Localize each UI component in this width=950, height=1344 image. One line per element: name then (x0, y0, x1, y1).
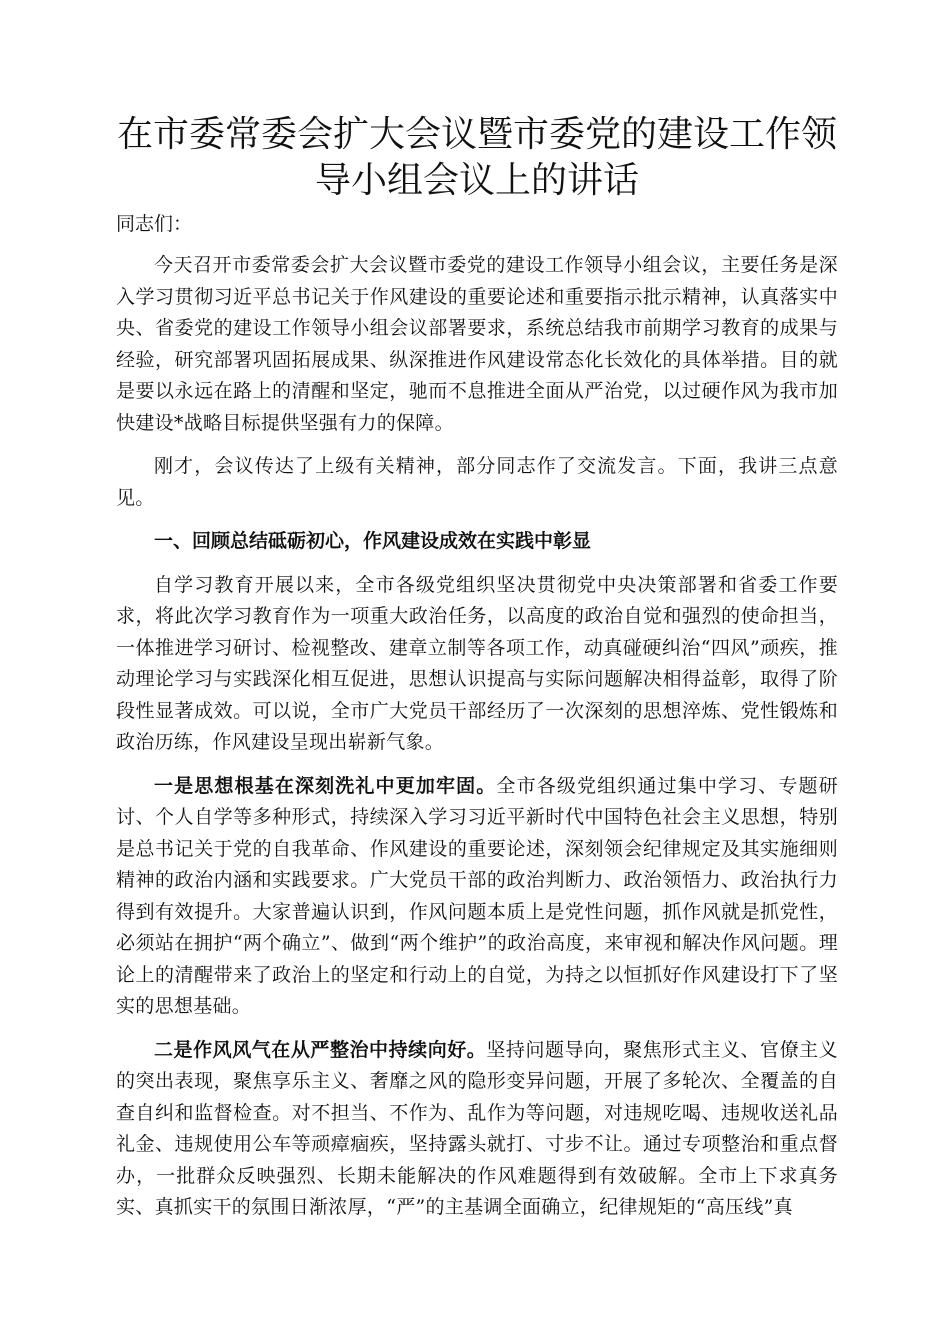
paragraph-review: 自学习教育开展以来，全市各级党组织坚决贯彻党中央决策部署和省委工作要求，将此次学习教育作为一项重大政治任务，以高度的政治自觉和强烈的使命担当，一体推进学习研讨、检视整改、建章立制等各项工作，动真碰硬纠治“四风”顽疾，推动理论学习与实践深化相互促进，思想认识提高与实际问题解决相得益彰，取得了阶段性显著成效。可以说，全市广大党员干部经历了一次深刻的思想淬炼、党性锻炼和政治历练，作风建设呈现出崭新气象。 (116, 573, 838, 753)
paragraph-point-1 (116, 771, 838, 1023)
document-page (116, 112, 838, 1224)
title-line-2: 导小组会议上的讲话 (314, 160, 639, 201)
spacer (116, 439, 838, 451)
spacer (116, 558, 838, 570)
point-2-body: 坚持问题导向，聚焦形式主义、官僚主义的突出表现，聚焦享乐主义、奢靡之风的隐形变异问题，开展了多轮次、全覆盖的自查自纠和监督检查。对不担当、不作为、乱作为等问题，对违规吃喝、违规收送礼品礼金、违规使用公车等顽瘴痼疾，坚持露头就打、寸步不让。通过专项整治和重点督办，一批群众反映强烈、长期未能解决的作风难题得到有效破解。全市上下求真务实、真抓实干的氛围日渐浓厚，“严”的主基调全面确立，纪律规矩的“高压线”真 (116, 1038, 838, 1218)
spacer (116, 238, 838, 250)
point-1-lead: 一是思想根基在深刻洗礼中更加牢固。 (154, 774, 497, 797)
document-title (116, 112, 838, 204)
point-2-lead: 二是作风风气在从严整治中持续向好。 (154, 1038, 487, 1061)
paragraph-intro: 今天召开市委常委会扩大会议暨市委党的建设工作领导小组会议，主要任务是深入学习贯彻习近平总书记关于作风建设的重要论述和重要指示批示精神，认真落实中央、省委党的建设工作领导小组会议部署要求，系统总结我市前期学习教育的成果与经验，研究部署巩固拓展成果、纵深推进作风建设常态化长效化的具体举措。目的就是要以永远在路上的清醒和坚定，驰而不息推进全面从严治党，以过硬作风为我市加快建设*战略目标提供坚强有力的保障。 (116, 254, 838, 434)
salutation: 同志们： (116, 213, 193, 235)
point-1-body: 全市各级党组织通过集中学习、专题研讨、个人自学等多种形式，持续深入学习习近平新时代中国特色社会主义思想，特别是总书记关于党的自我革命、作风建设的重要论述，深刻领会纪律规定及其实施细则精神的政治内涵和实践要求。广大党员干部的政治判断力、政治领悟力、政治执行力得到有效提升。大家普遍认识到，作风问题本质上是党性问题，抓作风就是抓党性，必须站在拥护“两个确立”、做到“两个维护”的政治高度，来审视和解决作风问题。理论上的清醒带来了政治上的坚定和行动上的自觉，为持之以恒抓好作风建设打下了坚实的思想基础。 (116, 774, 838, 1017)
spacer (116, 514, 838, 526)
title-line-1: 在市委常委会扩大会议暨市委党的建设工作领 (116, 114, 837, 155)
spacer (116, 1023, 838, 1035)
paragraph-point-2 (116, 1035, 838, 1224)
paragraph-transition: 刚才，会议传达了上级有关精神，部分同志作了交流发言。下面，我讲三点意见。 (116, 455, 838, 509)
spacer (116, 759, 838, 771)
section-heading-1: 一、回顾总结砥砺初心，作风建设成效在实践中彰显 (154, 530, 592, 552)
